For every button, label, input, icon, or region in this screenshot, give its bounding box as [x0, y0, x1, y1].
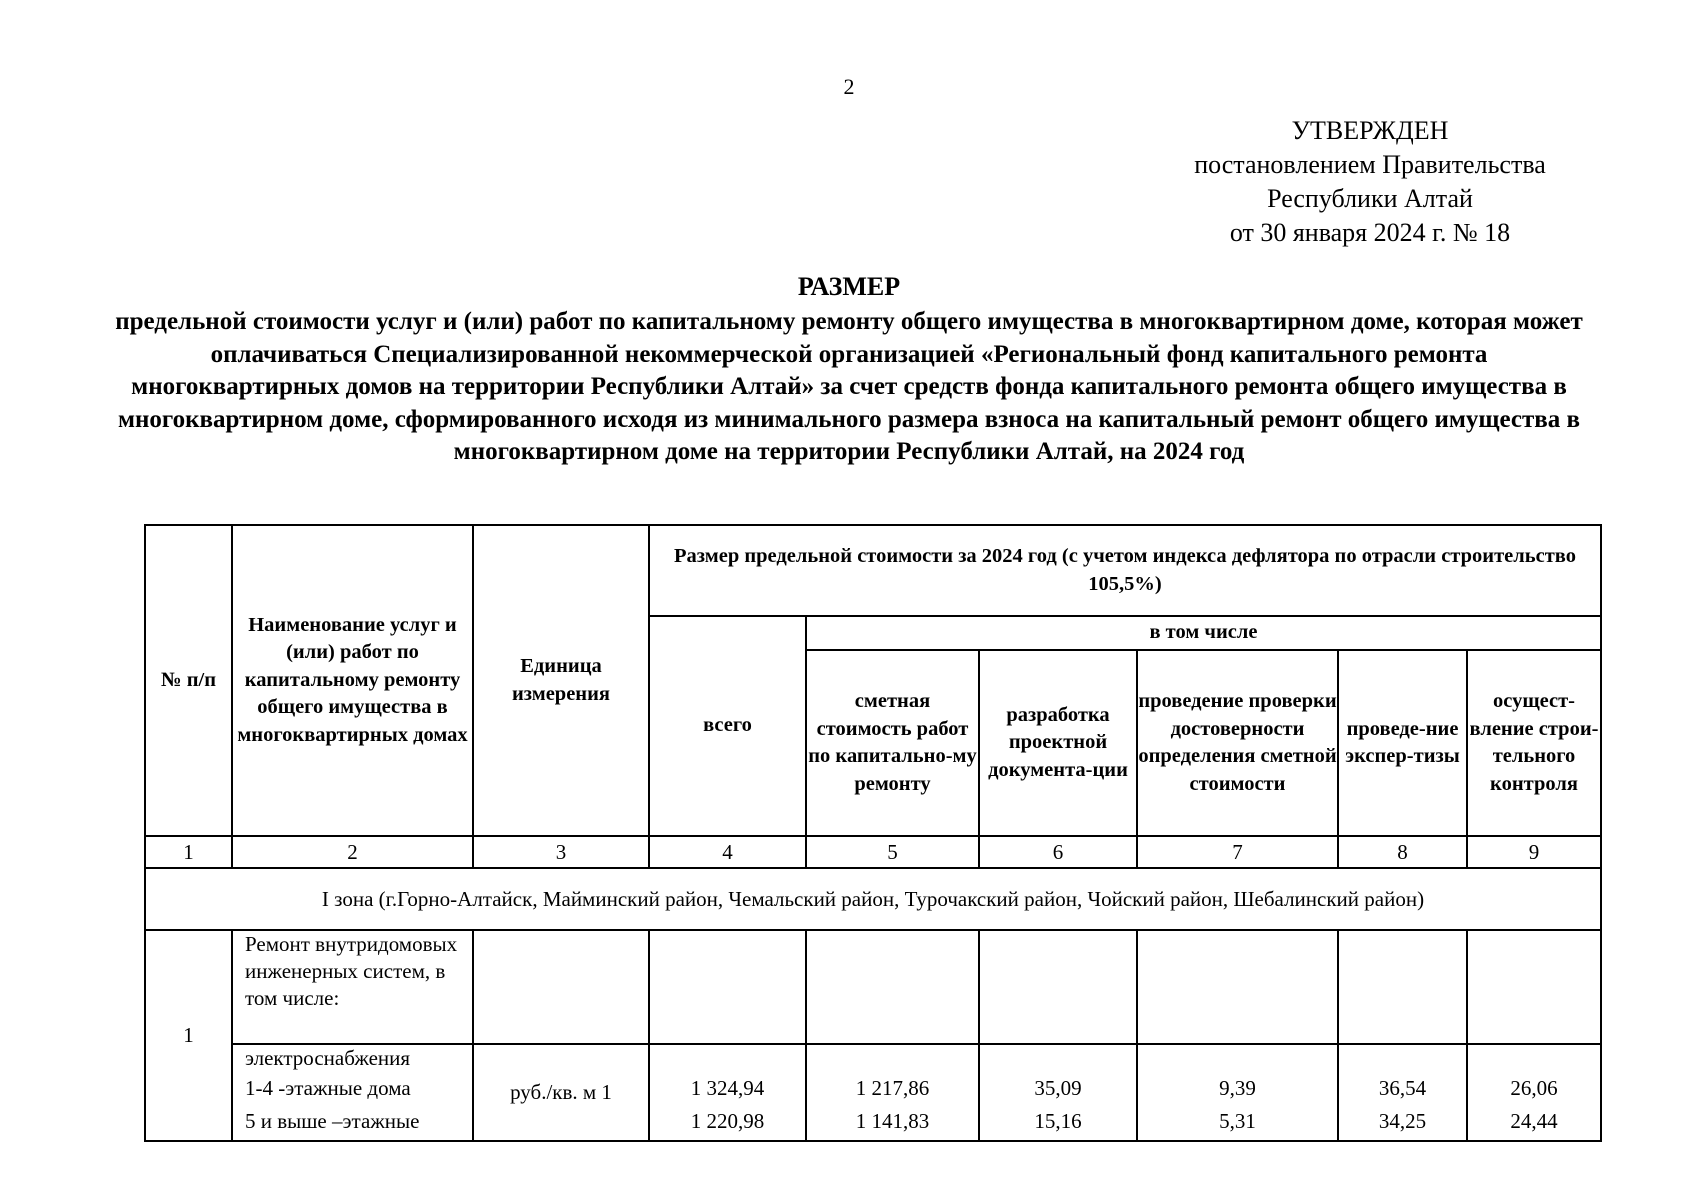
table-row	[145, 1044, 1601, 1141]
header-check: проведение проверки достоверности определения сметной стоимости	[1137, 650, 1338, 836]
column-number: 6	[979, 836, 1137, 868]
empty-cell	[649, 930, 806, 1044]
cost-table	[144, 524, 1602, 1142]
header-name: Наименование услуг и (или) работ по капитальному ремонту общего имущества в многоквартирных домах	[232, 525, 473, 836]
column-number: 4	[649, 836, 806, 868]
empty-cell	[979, 930, 1137, 1044]
value-low: 35,09	[1034, 1076, 1082, 1100]
value-high: 15,16	[1034, 1109, 1082, 1133]
approval-line-3: Республики Алтай	[1267, 184, 1473, 213]
value-low: 36,54	[1378, 1076, 1427, 1100]
page-number: 2	[843, 74, 855, 99]
column-number: 3	[473, 836, 649, 868]
header-including: в том числе	[806, 616, 1601, 650]
header-unit: Единица измерения	[473, 525, 649, 836]
subname-label: электроснабжения	[245, 1046, 411, 1070]
empty-cell	[1467, 930, 1601, 1044]
header-total: всего	[649, 616, 806, 836]
column-number: 8	[1338, 836, 1467, 868]
floors-low-label: 1-4 -этажные дома	[245, 1076, 411, 1100]
row-num: 1	[145, 930, 232, 1141]
header-size: Размер предельной стоимости за 2024 год (с учетом индекса дефлятора по отрасли строительство 105,5%)	[649, 525, 1601, 616]
header-expertise: проведе-ние экспер-тизы	[1338, 650, 1467, 836]
value-high: 1 220,98	[690, 1109, 765, 1133]
row-subname	[232, 1044, 473, 1141]
zone-row	[145, 868, 1601, 930]
value-high: 34,25	[1378, 1109, 1427, 1133]
approval-stamp	[1140, 114, 1600, 250]
header-design: разработка проектной документа-ции	[979, 650, 1137, 836]
value-cell-check	[1137, 1044, 1338, 1141]
value-cell-expertise	[1338, 1044, 1467, 1141]
value-low: 9,39	[1219, 1076, 1256, 1100]
row-name: Ремонт внутридомовых инженерных систем, в том числе:	[232, 930, 473, 1044]
value-cell-estimate	[806, 1044, 979, 1141]
value-low: 1 217,86	[855, 1076, 930, 1100]
value-cell-control	[1467, 1044, 1601, 1141]
empty-cell	[1338, 930, 1467, 1044]
column-number: 1	[145, 836, 232, 868]
floors-high-label: 5 и выше –этажные	[245, 1109, 420, 1133]
header-num: № п/п	[145, 525, 232, 836]
value-high: 1 141,83	[855, 1109, 930, 1133]
approval-line-1: УТВЕРЖДЕН	[1291, 116, 1449, 145]
value-cell-total	[649, 1044, 806, 1141]
document-title: РАЗМЕР	[797, 272, 901, 301]
empty-cell	[473, 930, 649, 1044]
column-number: 5	[806, 836, 979, 868]
value-cell-design	[979, 1044, 1137, 1141]
value-low: 26,06	[1510, 1076, 1558, 1100]
approval-line-4: от 30 января 2024 г. № 18	[1229, 218, 1511, 247]
row-unit: руб./кв. м 1	[473, 1044, 649, 1141]
column-number: 7	[1137, 836, 1338, 868]
approval-line-2: постановлением Правительства	[1194, 150, 1546, 179]
column-number: 2	[232, 836, 473, 868]
header-control: осущест-вление строи-тельного контроля	[1467, 650, 1601, 836]
table-row	[145, 930, 1601, 1044]
column-number-row	[145, 836, 1601, 868]
value-high: 5,31	[1219, 1109, 1256, 1133]
value-high: 24,44	[1510, 1109, 1558, 1133]
document-subtitle: предельной стоимости услуг и (или) работ по капитальному ремонту общего имущества в многоквартирном доме, которая может оплачиваться Специализированной некоммерческой организацией «Региональный фонд капитального ремонта многоквартирных домов на территории Республики Алтай» за счет средств фонда капитального ремонта общего имущества в многоквартирном доме, сформированного исходя из минимального размера взноса на капитальный ремонт общего имущества в многоквартирном доме на территории Республики Алтай, на 2024 год	[115, 308, 1583, 465]
column-number: 9	[1467, 836, 1601, 868]
value-low: 1 324,94	[690, 1076, 765, 1100]
header-estimate: сметная стоимость работ по капитально-му ремонту	[806, 650, 979, 836]
zone-label: I зона (г.Горно-Алтайск, Майминский район, Чемальский район, Турочакский район, Чойский район, Шебалинский район)	[145, 868, 1601, 930]
empty-cell	[1137, 930, 1338, 1044]
empty-cell	[806, 930, 979, 1044]
